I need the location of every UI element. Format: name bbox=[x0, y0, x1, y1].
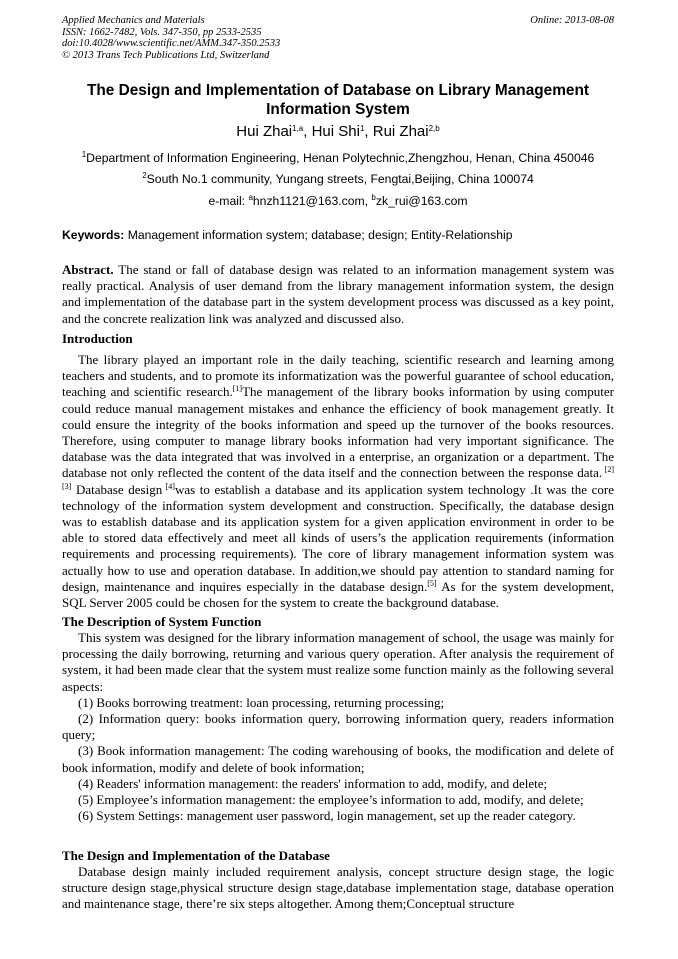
issn-line: ISSN: 1662-7482, Vols. 347-350, pp 2533-2535 bbox=[62, 26, 262, 38]
affiliation-mark: 1 bbox=[81, 150, 87, 159]
author-name: Rui Zhai bbox=[372, 123, 429, 140]
email-line bbox=[62, 193, 614, 209]
citation: [4] bbox=[162, 481, 175, 491]
affiliation bbox=[62, 171, 614, 187]
email-mark-a: a bbox=[248, 193, 253, 202]
author-separator: , bbox=[364, 123, 373, 140]
email-mark-b: b bbox=[371, 193, 376, 202]
function-list-item: (1) Books borrowing treatment: loan processing, returning processing; bbox=[78, 694, 445, 710]
author-name: Hui Shi bbox=[311, 123, 360, 140]
journal-header bbox=[62, 15, 280, 61]
copyright-line: © 2013 Trans Tech Publications Ltd, Switzerland bbox=[62, 49, 270, 61]
abstract-label: Abstract. bbox=[62, 262, 114, 277]
function-list-item: (4) Readers' information management: the readers' information to add, modify, and delete; bbox=[78, 775, 548, 791]
email-address-b: zk_rui@163.com bbox=[375, 194, 468, 208]
intro-text: As for the system development, SQL Server 2005 could be chosen for the system to create the background database. bbox=[62, 578, 614, 611]
section-heading-introduction: Introduction bbox=[62, 331, 133, 346]
citation: [1] bbox=[232, 384, 243, 394]
affiliation bbox=[62, 150, 614, 166]
citation: [5] bbox=[427, 578, 437, 588]
author-list bbox=[62, 122, 614, 142]
citation: [2][3] bbox=[62, 465, 614, 491]
intro-text: The management of the library books information by using computer could reduce manual management mistakes and enhance the efficiency of book management greatly. It could ensure the integrity of the books information and speed up the turnover of the books resources. Therefore, using computer to manage library books information had very important significance. The database was the data integrated that was involved in a enterprise, an organization or a department. The database not only reflected the content of the data itself and the connection between the response data. bbox=[62, 384, 615, 481]
paper-title: The Design and Implementation of Database on Library Management Information System bbox=[87, 82, 589, 118]
intro-text: was to establish a database and its application system technology .It was the core technology of the information system development and construction. Specifically, the database design was to establish database and its application system for a given application environment in order to be able to stored data effectively and meet all kinds of users’s the application requirements (information requirements and processing requirements). The core of library management information system was actually how to use and operation database. In addition,we should pay attention to standard naming for design, maintenance and inquires especially in the database design. bbox=[62, 481, 614, 594]
author-separator: , bbox=[303, 123, 312, 140]
keywords bbox=[62, 227, 614, 243]
author-affil-mark: 2,b bbox=[428, 124, 440, 133]
author-name: Hui Zhai bbox=[236, 123, 293, 140]
online-date: Online: 2013-08-08 bbox=[530, 15, 614, 26]
function-list-item: (2) Information query: books information query, borrowing information query, readers information query; bbox=[62, 711, 614, 743]
author-affil-mark: 1 bbox=[359, 124, 365, 133]
affiliation-text: Department of Information Engineering, Henan Polytechnic,Zhengzhou, Henan, China 450046 bbox=[86, 151, 595, 165]
intro-text: Database design bbox=[71, 481, 163, 497]
function-list-item: (3) Book information management: The coding warehousing of books, the modification and delete of book information, modify and delete of book information; bbox=[62, 743, 614, 775]
database-design-paragraph: Database design mainly included requirement analysis, concept structure design stage, the logic structure design stage,physical structure design stage,database implementation stage, database operation and maintenance stage, there’re six steps altogether. Among them;Conceptual structure bbox=[62, 864, 614, 912]
abstract-text: The stand or fall of database design was related to an information management system was really practical. Analysis of user demand from the library management information system, the design and implementation of the database part in the system development process was discussed as a key point, and the concrete realization link was analyzed and discussed also. bbox=[62, 262, 614, 326]
section-heading-database-design: The Design and Implementation of the Database bbox=[62, 848, 330, 863]
affiliation-text: South No.1 community, Yungang streets, Fengtai,Beijing, China 100074 bbox=[146, 172, 534, 186]
abstract bbox=[62, 262, 614, 327]
journal-name: Applied Mechanics and Materials bbox=[62, 15, 205, 26]
email-label: e-mail: bbox=[208, 194, 249, 208]
system-function-intro: This system was designed for the library information management of school, the usage was mainly for processing the daily borrowing, returning and various query operation. After analysis the requirement of system, it had been made clear that the system must realize some function mainly as the following several aspects: bbox=[62, 630, 614, 694]
section-heading-system-function: The Description of System Function bbox=[62, 614, 262, 629]
introduction-paragraph bbox=[62, 352, 614, 611]
email-address-a: hnzh1121@163.com, bbox=[252, 194, 372, 208]
keywords-label: Keywords: bbox=[62, 228, 125, 242]
function-list-item: (6) System Settings: management user password, login management, set up the reader category. bbox=[78, 808, 576, 824]
doi-line: doi:10.4028/www.scientific.net/AMM.347-350.2533 bbox=[62, 38, 281, 49]
intro-text: The library played an important role in the daily teaching, scientific research and learning among teachers and students, and to promote its informatization was the powerful guarantee of school education, teaching and scientific research. bbox=[62, 352, 614, 400]
system-function-section bbox=[62, 630, 614, 824]
function-list-item: (5) Employee’s information management: the employee’s information to add, modify, and delete; bbox=[78, 792, 584, 808]
author-affil-mark: 1,a bbox=[292, 124, 304, 133]
keywords-text: Management information system; database; design; Entity-Relationship bbox=[124, 228, 513, 242]
affiliation-mark: 2 bbox=[142, 171, 147, 180]
